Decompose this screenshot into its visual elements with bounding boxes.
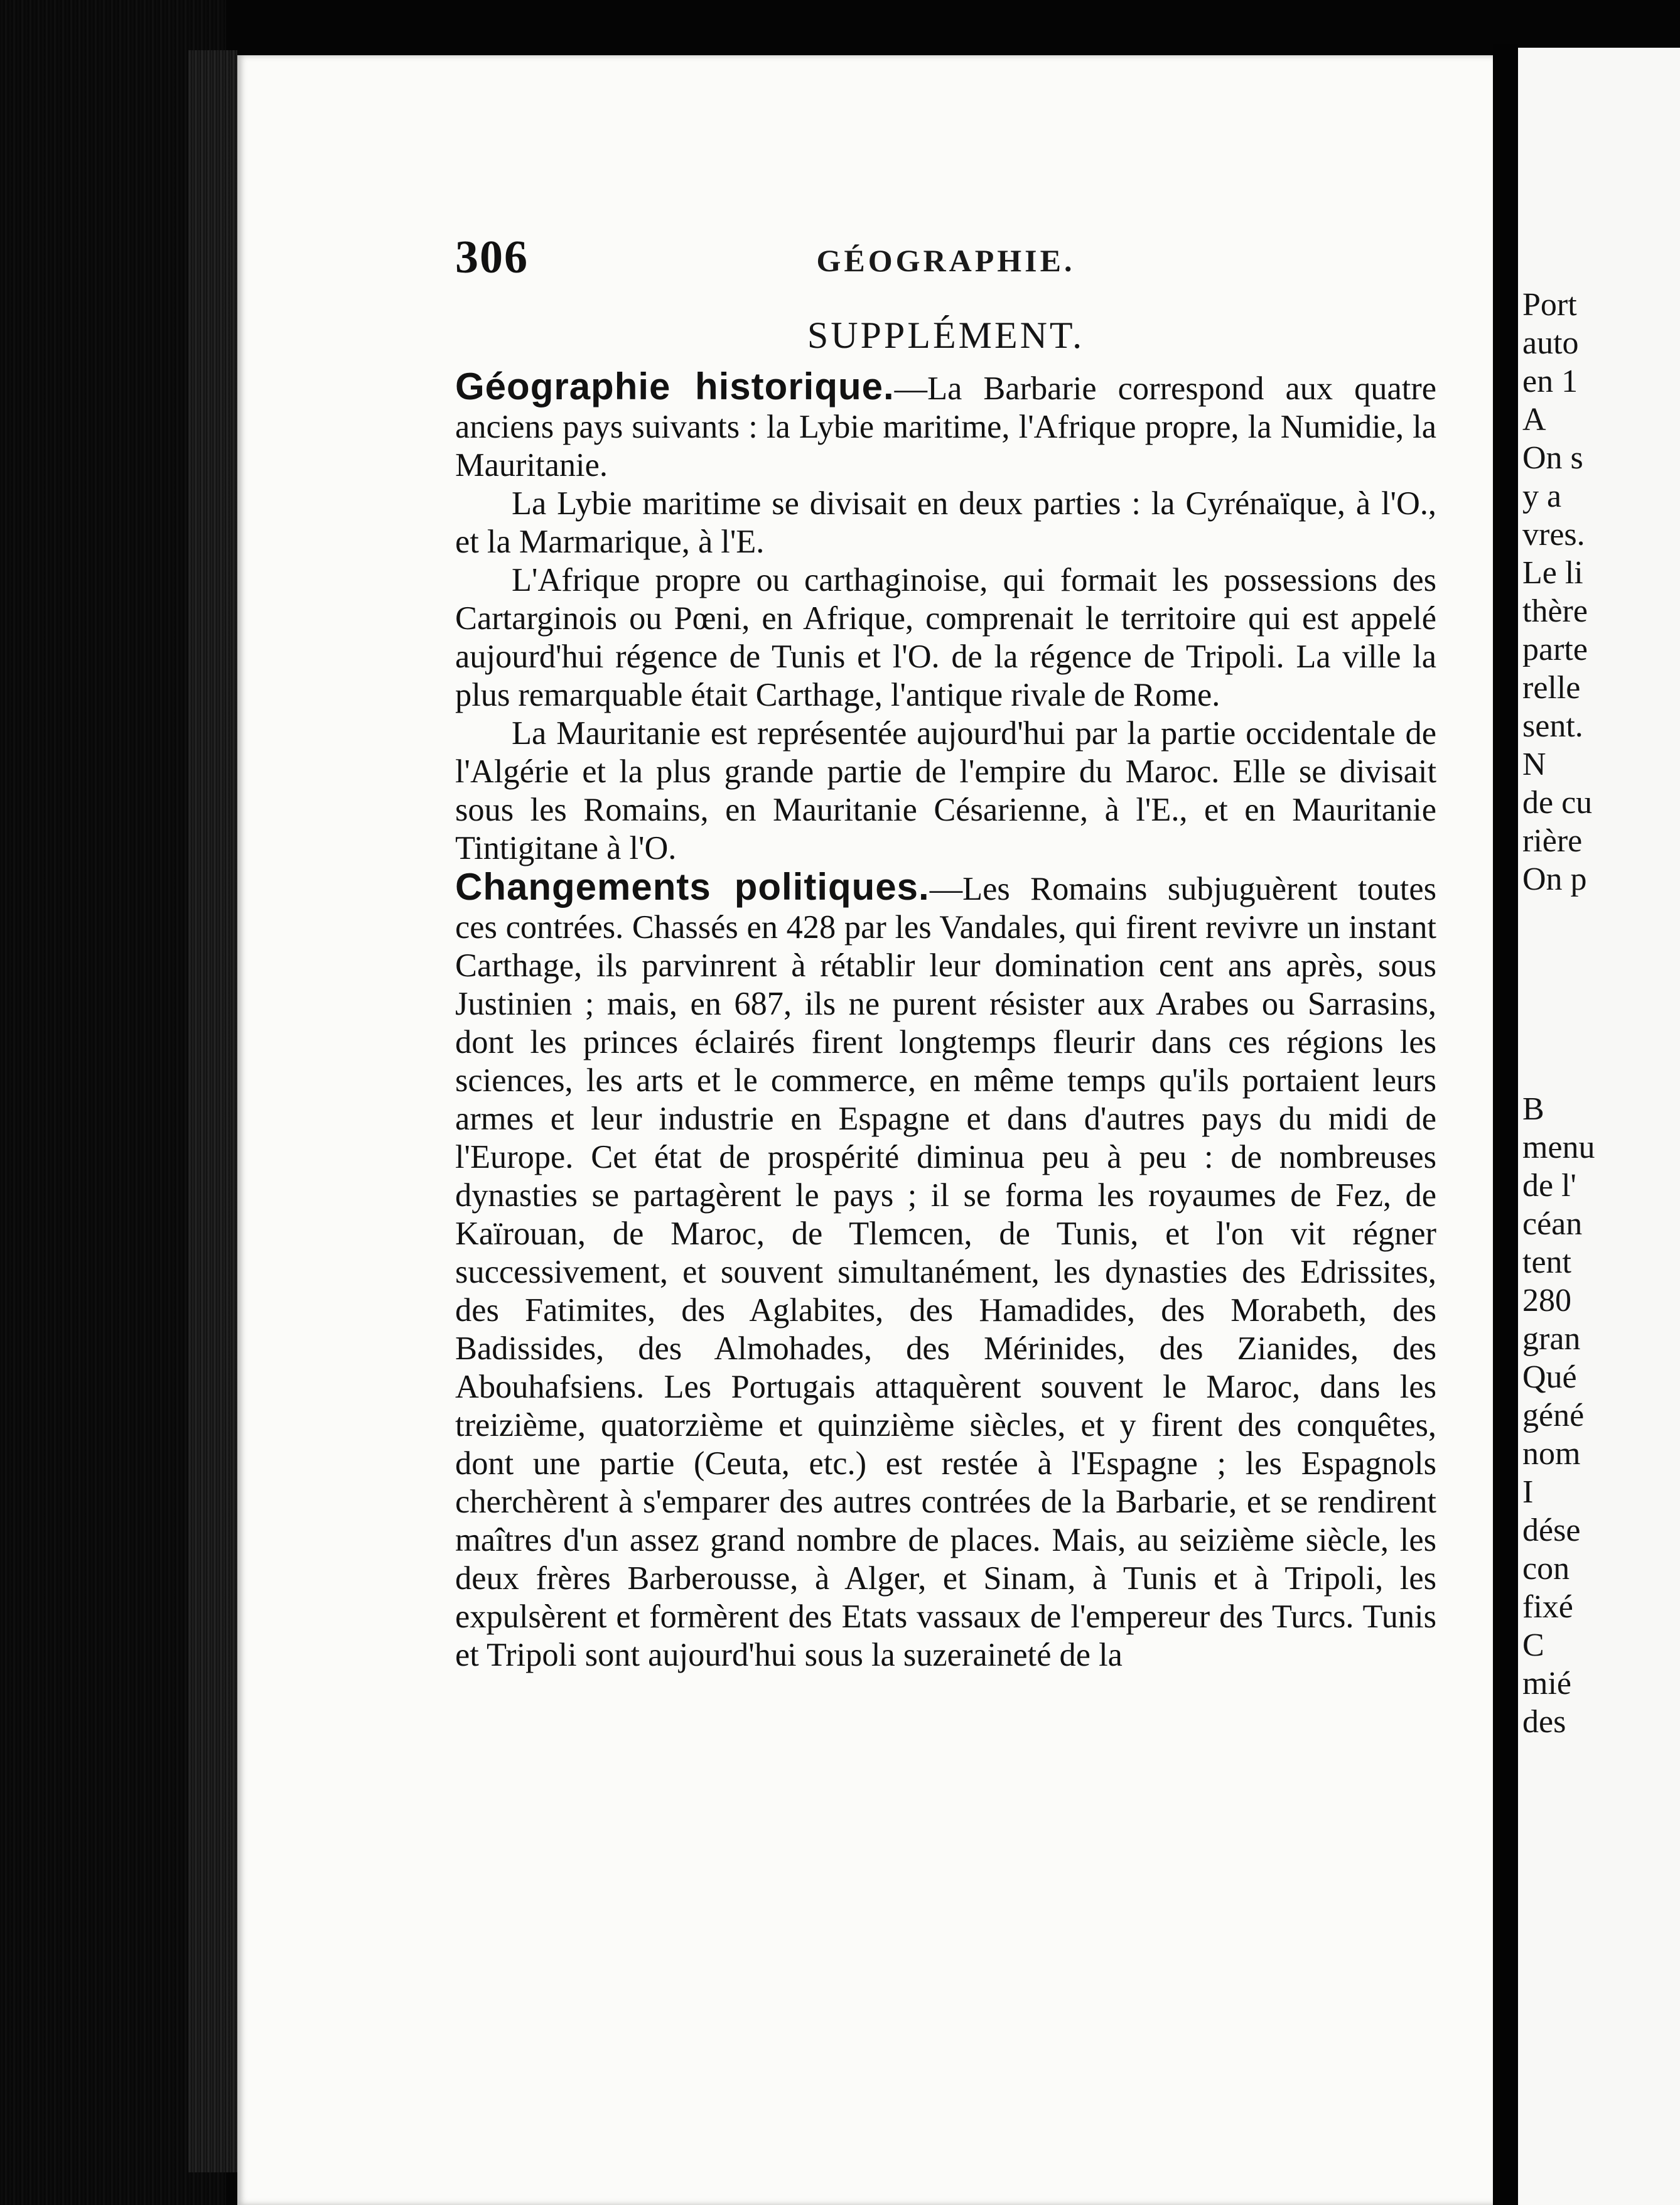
page-gutter [1493,44,1518,2205]
facing-line [1522,975,1680,1013]
facing-line: Le li [1522,555,1583,591]
facing-line: Port [1522,287,1577,323]
facing-line: On p [1522,861,1587,897]
running-title: GÉOGRAPHIE. [816,243,1075,278]
facing-line: de cu [1522,785,1593,821]
facing-line: de l' [1522,1168,1576,1204]
facing-line: con [1522,1551,1570,1587]
facing-line: mié [1522,1666,1571,1701]
facing-line: fixé [1522,1589,1573,1625]
facing-line: tent [1522,1244,1571,1280]
paragraph-text: —Les Romains subjuguèrent toutes ces contrées. Chassés en 428 par les Vandales, qui firent revivre un instant Carthage, ils parvinrent à rétablir leur domination cent ans après, sous Justinien ; mais, en 687, ils ne purent résister aux Arabes ou Sarrasins, dont les princes éclairés firent longtemps fleurir dans ces régions les sciences, les arts et le commerce, en même temps qu'ils portaient leurs armes et leur industrie en Espagne et dans d'autres pays du midi de l'Europe. Cet état de prospérité diminua peu à peu : de nombreuses dynasties se partagèrent le pays ; il se forma les royaumes de Fez, de Kaïrouan, de Maroc, de Tlemcen, de Tunis, et l'on vit régner successivement, et souvent simultanément, les dynasties des Edrissites, des Fatimites, des Aglabites, des Hamadides, des Morabeth, des Badissides, des Almohades, des Mérinides, des Zianides, des Abouhafsiens. Les Portugais attaquèrent souvent le Maroc, dans les treizième, quatorzième et quinzième siècles, et y firent des conquêtes, dont une partie (Ceuta, etc.) est restée à l'Espagne ; les Espagnols cherchèrent à s'emparer des autres contrées de la Barbarie, et se rendirent maîtres d'un assez grand nombre de places. Mais, au seizième siècle, les deux frères Barberousse, à Alger, et Sinam, à Tunis et à Tripoli, les expulsèrent et formèrent des Etats vassaux de l'empereur des Turcs. Tunis et Tripoli sont aujourd'hui sous la suzeraineté de la [455,871,1436,1673]
facing-line: C [1522,1627,1544,1663]
section-title: SUPPLÉMENT. [807,315,1085,356]
facing-line: A [1522,402,1546,438]
facing-line: nom [1522,1436,1581,1472]
paragraph: La Lybie maritime se divisait en deux parties : la Cyrénaïque, à l'O., et la Marmarique, à l'E. [455,485,1436,560]
facing-line: en 1 [1522,364,1578,399]
running-head [455,231,1436,300]
facing-line: y a [1522,478,1562,514]
facing-line: relle [1522,670,1581,706]
body-text [455,367,1436,1674]
facing-line: B [1522,1091,1544,1127]
facing-line [1522,937,1680,975]
facing-line: Qué [1522,1359,1577,1395]
facing-line [1522,1052,1680,1090]
facing-line: sent. [1522,708,1583,744]
facing-line: I [1522,1474,1534,1510]
facing-line: gran [1522,1321,1581,1357]
paragraph-text: —La Barbarie correspond aux quatre anciens pays suivants : la Lybie maritime, l'Afrique propre, la Numidie, la Mauritanie. [455,370,1437,483]
facing-line [1522,898,1680,937]
facing-line [1522,1013,1680,1052]
section-heading: Changements politiques. [455,866,930,908]
facing-line: rière [1522,823,1583,859]
paragraph [455,367,1436,485]
facing-line: On s [1522,440,1583,476]
paragraph: La Mauritanie est représentée aujourd'hui par la partie occidentale de l'Algérie et la plus grande partie de l'empire du Maroc. Elle se divisait sous les Romains, en Mauritanie Césarienne, à l'E., et en Mauritanie Tintigitane à l'O. [455,715,1436,866]
facing-line: des [1522,1704,1566,1740]
paragraph [455,868,1436,1674]
paragraph: L'Afrique propre ou carthaginoise, qui formait les possessions des Cartarginois ou Pœni, en Afrique, comprenait le territoire qui est appelé aujourd'hui régence de Tunis et l'O. de la régence de Tripoli. La ville la plus remarquable était Carthage, l'antique rivale de Rome. [455,562,1436,713]
section-heading: Géographie historique. [455,365,895,407]
page-number: 306 [455,232,529,283]
facing-line: auto [1522,325,1579,361]
facing-line: céan [1522,1206,1583,1242]
facing-page-text [1522,286,1680,1741]
page-edges [188,50,237,2172]
facing-line: 280 [1522,1283,1571,1318]
facing-line: géné [1522,1398,1585,1433]
facing-line: parte [1522,632,1588,667]
facing-line: menu [1522,1129,1595,1165]
facing-line: thère [1522,593,1588,629]
facing-line: N [1522,747,1546,782]
facing-line: vres. [1522,517,1585,553]
facing-line: dése [1522,1512,1581,1548]
